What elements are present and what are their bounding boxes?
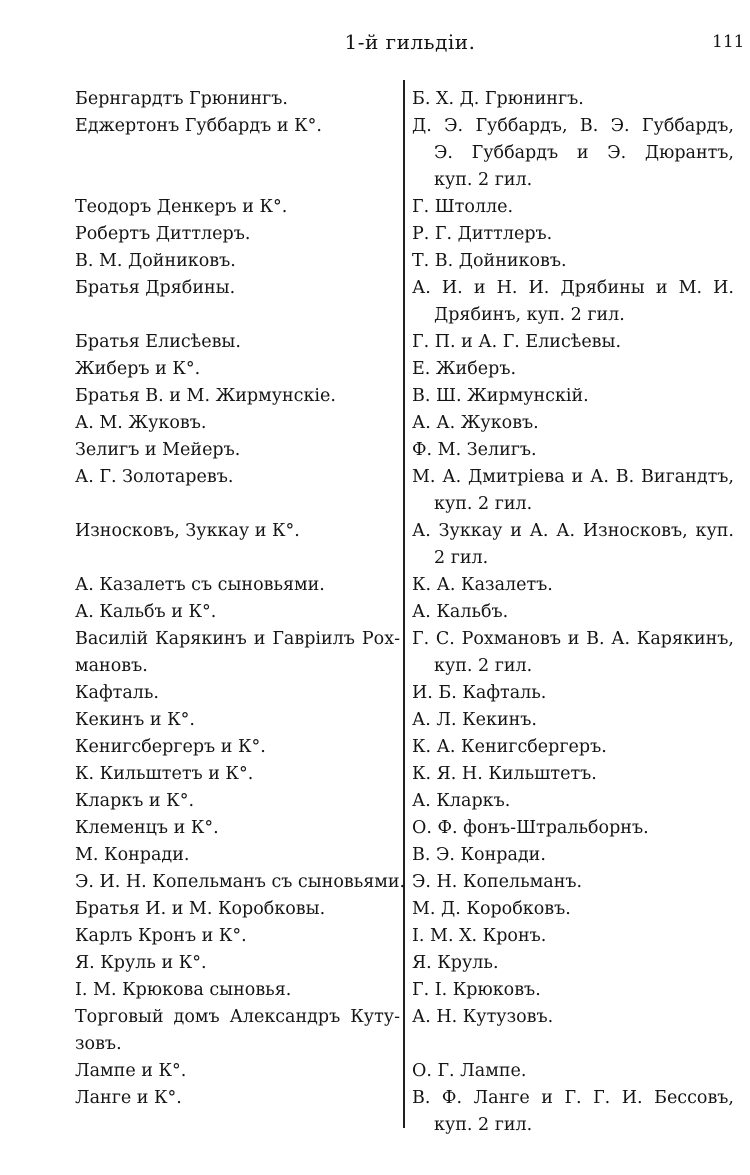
table-row: [0, 1085, 750, 1139]
owner-names: [412, 896, 734, 923]
owner-names: [412, 977, 734, 1004]
firm-name: [75, 464, 400, 491]
firm-name-line: Зелигъ и Мейеръ.: [75, 440, 241, 460]
owner-names-line: куп. 2 гил.: [434, 170, 533, 190]
owner-names: [412, 950, 734, 977]
firm-name-line: Братья И. и М. Коробковы.: [75, 899, 326, 919]
owner-names: [412, 707, 734, 734]
owner-names: [412, 923, 734, 950]
firm-name: [75, 626, 400, 680]
owner-names-line: Е. Жиберъ.: [412, 359, 517, 379]
owner-names: [412, 761, 734, 788]
firm-name-line: К. Кильштетъ и К°.: [75, 764, 254, 784]
firm-name: [75, 437, 400, 464]
owner-names: [412, 383, 734, 410]
owner-names-line: О. Ф. фонъ-Штральборнъ.: [412, 818, 649, 838]
firm-name: [75, 977, 400, 1004]
owner-names-line: Г. Штолле.: [412, 197, 514, 217]
firm-name: [75, 707, 400, 734]
firm-name-line: Робертъ Диттлеръ.: [75, 224, 251, 244]
owner-names: [412, 248, 734, 275]
firm-name-line: Кекинъ и К°.: [75, 710, 195, 730]
table-row: [0, 410, 750, 437]
owner-names: [412, 113, 734, 194]
owner-names-line: В. Э. Конради.: [412, 845, 546, 865]
firm-name: [75, 950, 400, 977]
owner-names: [412, 221, 734, 248]
table-row: [0, 815, 750, 842]
owner-names-line: Э. Губбардъ и Э. Дюрантъ,: [434, 143, 734, 163]
owner-names-line: А. И. и Н. И. Дрябины и М. И.: [412, 278, 734, 298]
table-row: [0, 248, 750, 275]
table-row: [0, 977, 750, 1004]
table-row: [0, 113, 750, 194]
table-row: [0, 329, 750, 356]
owner-names: [412, 572, 734, 599]
owner-names: [412, 734, 734, 761]
firm-name: [75, 923, 400, 950]
owner-names-line: В. Ф. Ланге и Г. Г. И. Бессовъ,: [412, 1088, 734, 1108]
owner-names-line: куп. 2 гил.: [434, 494, 533, 514]
owner-names-line: куп. 2 гил.: [434, 1115, 533, 1135]
table-row: [0, 275, 750, 329]
owner-names: [412, 815, 734, 842]
firm-name-line: Еджертонъ Губбардъ и К°.: [75, 116, 322, 136]
firm-name-line: Братья В. и М. Жирмунскіе.: [75, 386, 336, 406]
firm-name: [75, 761, 400, 788]
owner-names-line: куп. 2 гил.: [434, 656, 533, 676]
firm-name-line: М. Конради.: [75, 845, 190, 865]
table-row: [0, 761, 750, 788]
owner-names-line: Г. І. Крюковъ.: [412, 980, 541, 1000]
firm-name: [75, 410, 400, 437]
owner-names: [412, 86, 734, 113]
owner-names-line: Ф. М. Зелигъ.: [412, 440, 537, 460]
owner-names: [412, 1004, 734, 1031]
owner-names-line: Т. В. Дойниковъ.: [412, 251, 567, 271]
firm-name-line: мановъ.: [75, 656, 148, 676]
table-row: [0, 896, 750, 923]
owner-names-line: А. Кальбъ.: [412, 602, 509, 622]
table-row: [0, 518, 750, 572]
firm-name: [75, 383, 400, 410]
firm-name-line: Кафталь.: [75, 683, 159, 703]
firm-name-line: Клеменцъ и К°.: [75, 818, 219, 838]
firm-name: [75, 869, 406, 896]
firm-name: [75, 356, 400, 383]
owner-names: [412, 275, 734, 329]
firm-name-line: Лампе и К°.: [75, 1061, 187, 1081]
firm-name: [75, 1058, 400, 1085]
firm-name-line: Торговый домъ Александръ Куту-: [75, 1007, 400, 1027]
table-row: [0, 194, 750, 221]
table-row: [0, 464, 750, 518]
owner-names-line: М. Д. Коробковъ.: [412, 899, 571, 919]
owner-names-line: О. Г. Лампе.: [412, 1061, 527, 1081]
firm-name: [75, 1004, 400, 1058]
owner-names: [412, 518, 734, 572]
firm-name-line: Василій Карякинъ и Гавріилъ Рох-: [75, 629, 400, 649]
table-row: [0, 437, 750, 464]
table-row: [0, 626, 750, 680]
owner-names-line: Д. Э. Губбардъ, В. Э. Губбардъ,: [412, 116, 734, 136]
firm-name-line: зовъ.: [75, 1034, 122, 1054]
firm-name-line: А. Кальбъ и К°.: [75, 602, 217, 622]
firm-name: [75, 842, 400, 869]
owner-names-line: 2 гил.: [434, 548, 489, 568]
table-row: [0, 707, 750, 734]
firm-name: [75, 572, 400, 599]
owner-names-line: А. А. Жуковъ.: [412, 413, 539, 433]
firm-name: [75, 896, 400, 923]
firm-name: [75, 788, 400, 815]
firm-name-line: Я. Круль и К°.: [75, 953, 207, 973]
owner-names: [412, 194, 734, 221]
firm-name: [75, 1085, 400, 1112]
firm-name-line: Братья Елисѣевы.: [75, 332, 241, 352]
table-row: [0, 680, 750, 707]
owner-names-line: Р. Г. Диттлеръ.: [412, 224, 553, 244]
table-row: [0, 356, 750, 383]
owner-names-line: А. Н. Кутузовъ.: [412, 1007, 554, 1027]
firm-name-line: Братья Дрябины.: [75, 278, 236, 298]
table-row: [0, 842, 750, 869]
table-row: [0, 383, 750, 410]
owner-names: [412, 329, 734, 356]
table-row: [0, 86, 750, 113]
firm-name: [75, 734, 400, 761]
firm-name: [75, 680, 400, 707]
firm-name-line: Теодоръ Денкеръ и К°.: [75, 197, 288, 217]
firm-name: [75, 221, 400, 248]
firm-name-line: В. М. Дойниковъ.: [75, 251, 236, 271]
owner-names: [412, 1085, 734, 1139]
firm-name: [75, 329, 400, 356]
owner-names: [412, 788, 734, 815]
firm-name: [75, 275, 400, 302]
table-row: [0, 1004, 750, 1058]
firm-name-line: Кенигсбергеръ и К°.: [75, 737, 266, 757]
firm-name-line: Износковъ, Зуккау и К°.: [75, 521, 300, 541]
owner-names: [412, 437, 734, 464]
firm-name: [75, 518, 400, 545]
firm-name-line: Ланге и К°.: [75, 1088, 182, 1108]
firm-name: [75, 815, 400, 842]
owner-names: [412, 356, 734, 383]
firm-name-line: Карлъ Кронъ и К°.: [75, 926, 247, 946]
owner-names-line: Я. Круль.: [412, 953, 499, 973]
owner-names-line: Дрябинъ, куп. 2 гил.: [434, 305, 625, 325]
owner-names: [412, 1058, 734, 1085]
firm-name: [75, 194, 400, 221]
table-row: [0, 599, 750, 626]
owner-names: [412, 869, 734, 896]
owner-names-line: Г. П. и А. Г. Елисѣевы.: [412, 332, 622, 352]
firm-name-line: Жиберъ и К°.: [75, 359, 201, 379]
table-row: [0, 788, 750, 815]
table-row: [0, 734, 750, 761]
firm-name-line: А. М. Жуковъ.: [75, 413, 207, 433]
table-row: [0, 221, 750, 248]
owner-names-line: А. Кларкъ.: [412, 791, 511, 811]
owner-names: [412, 410, 734, 437]
owner-names-line: А. Л. Кекинъ.: [412, 710, 537, 730]
owner-names: [412, 842, 734, 869]
owner-names-line: М. А. Дмитріева и А. В. Вигандтъ,: [412, 467, 734, 487]
table-row: [0, 923, 750, 950]
owner-names-line: В. Ш. Жирмунскій.: [412, 386, 589, 406]
owner-names: [412, 626, 734, 680]
owner-names-line: Б. Х. Д. Грюнингъ.: [412, 89, 584, 109]
owner-names-line: А. Зуккау и А. А. Износковъ, куп.: [412, 521, 734, 541]
owner-names: [412, 464, 734, 518]
firm-name-line: А. Г. Золотаревъ.: [75, 467, 234, 487]
table-row: [0, 1058, 750, 1085]
owner-names-line: К. Я. Н. Кильштетъ.: [412, 764, 597, 784]
page-header-title: 1-й гильдіи.: [344, 30, 476, 54]
page-number: 111: [712, 32, 745, 52]
firm-name-line: Бернгардтъ Грюнингъ.: [75, 89, 288, 109]
owner-names-line: І. М. Х. Кронъ.: [412, 926, 547, 946]
owner-names: [412, 599, 734, 626]
firm-name-line: І. М. Крюкова сыновья.: [75, 980, 292, 1000]
owner-names-line: Г. С. Рохмановъ и В. А. Карякинъ,: [412, 629, 734, 649]
owner-names: [412, 680, 734, 707]
owner-names-line: Э. Н. Копельманъ.: [412, 872, 583, 892]
table-row: [0, 950, 750, 977]
firm-name-line: Э. И. Н. Копельманъ съ сыновьями.: [75, 872, 406, 892]
owner-names-line: К. А. Кенигсбергеръ.: [412, 737, 607, 757]
owner-names-line: И. Б. Кафталь.: [412, 683, 547, 703]
firm-name: [75, 113, 400, 140]
firm-name: [75, 599, 400, 626]
firm-name: [75, 248, 400, 275]
firm-name: [75, 86, 400, 113]
firm-name-line: А. Казалетъ съ сыновьями.: [75, 575, 325, 595]
table-row: [0, 869, 750, 896]
table-row: [0, 572, 750, 599]
firm-name-line: Кларкъ и К°.: [75, 791, 195, 811]
owner-names-line: К. А. Казалетъ.: [412, 575, 553, 595]
